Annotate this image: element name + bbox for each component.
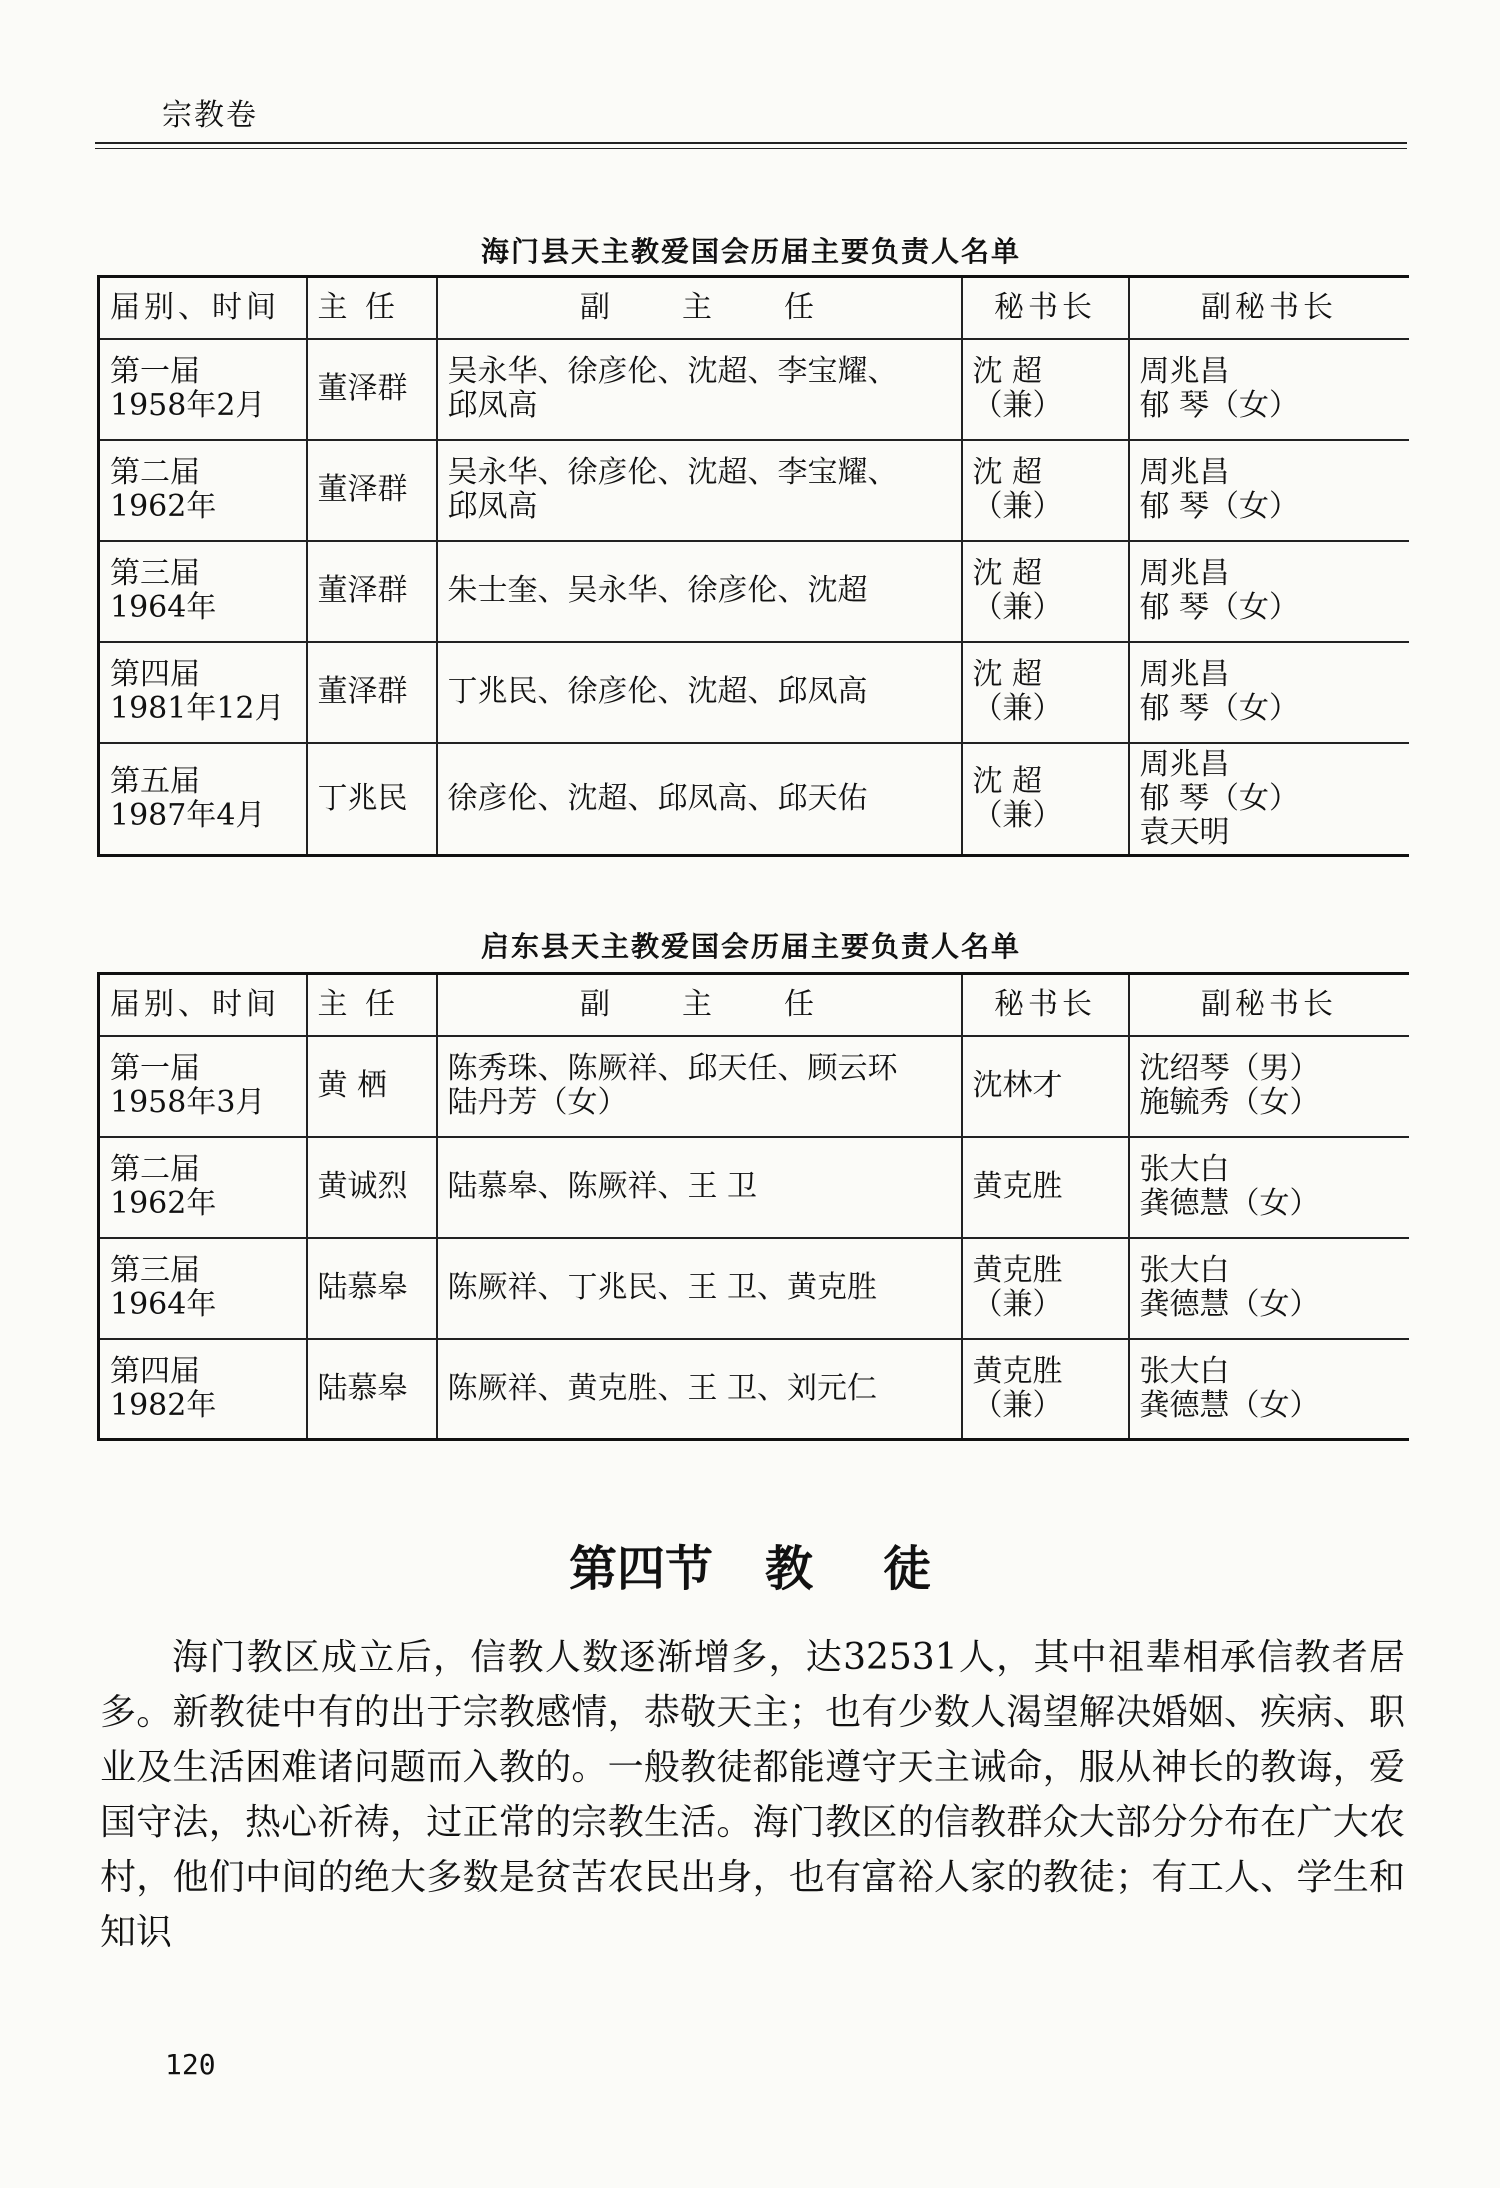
director-cell — [307, 1036, 437, 1137]
director-name: 黄 栖 — [317, 1068, 388, 1103]
deputy-names: 朱士奎、吴永华、徐彦伦、沈超 — [447, 573, 868, 608]
table-row — [99, 1238, 1409, 1339]
table-row — [99, 339, 1409, 440]
deputy-secretary-name: 龚德慧（女） — [1139, 1186, 1320, 1221]
term-cell — [99, 1036, 307, 1137]
section-title-char: 徒 — [883, 1541, 932, 1597]
secretary-name: 沈 超 — [972, 657, 1043, 692]
deputy-secretary-cell — [1129, 339, 1409, 440]
deputy-names: 吴永华、徐彦伦、沈超、李宝耀、 — [447, 455, 898, 490]
secretary-name: 沈 超 — [972, 354, 1043, 389]
deputy-names: 徐彦伦、沈超、邱凤高、邱天佑 — [447, 780, 868, 816]
deputy-secretary-name: 施毓秀（女） — [1139, 1085, 1320, 1120]
secretary-name: 黄克胜 — [972, 1353, 1063, 1389]
deputy-secretary-name: 周兆昌 — [1139, 354, 1230, 389]
term-text: 第四届 — [110, 1353, 200, 1389]
term-text: 1981年12月 — [110, 691, 285, 726]
secretary-name: 沈林才 — [972, 1068, 1063, 1103]
table-row — [99, 743, 1409, 856]
deputy-secretary-cell — [1129, 541, 1409, 642]
deputy-secretary-name: 周兆昌 — [1139, 556, 1230, 591]
term-text: 第三届 — [110, 1253, 200, 1288]
term-cell — [99, 440, 307, 541]
table-row — [99, 1137, 1409, 1238]
deputy-secretary-name: 龚德慧（女） — [1139, 1387, 1320, 1423]
term-text: 第五届 — [110, 763, 200, 799]
director-name: 董泽群 — [317, 573, 408, 608]
deputy-secretary-name: 周兆昌 — [1139, 746, 1230, 782]
director-cell — [307, 1137, 437, 1238]
running-head: 宗教卷 — [162, 98, 258, 133]
deputy-secretary-name: 张大白 — [1139, 1353, 1230, 1389]
secretary-name: 沈 超 — [972, 455, 1043, 490]
table-row — [99, 541, 1409, 642]
term-cell — [99, 541, 307, 642]
director-name: 丁兆民 — [317, 780, 408, 816]
term-text: 第一届 — [110, 1051, 200, 1086]
term-cell — [99, 1137, 307, 1238]
column-header: 主 任 — [307, 277, 437, 339]
secretary-cell — [962, 541, 1129, 642]
column-header: 副 主 任 — [437, 277, 962, 339]
secretary-name: 沈 超 — [972, 556, 1043, 591]
term-text: 第四届 — [110, 657, 200, 692]
director-name: 黄诚烈 — [317, 1169, 408, 1204]
director-cell — [307, 743, 437, 856]
term-cell — [99, 1339, 307, 1440]
deputy-secretary-cell — [1129, 743, 1409, 856]
term-text: 第三届 — [110, 556, 200, 591]
term-cell — [99, 339, 307, 440]
deputy-names: 陆慕皋、陈厥祥、王 卫 — [447, 1169, 758, 1204]
column-header: 副秘书长 — [1129, 277, 1409, 339]
column-header: 副秘书长 — [1129, 974, 1409, 1036]
table-row — [99, 1339, 1409, 1440]
term-text: 第二届 — [110, 1152, 200, 1187]
table-body — [99, 277, 1409, 856]
qidong-leaders-table — [97, 972, 1409, 1441]
deputy-director-cell — [437, 1238, 962, 1339]
director-cell — [307, 440, 437, 541]
deputy-director-cell — [437, 1137, 962, 1238]
term-cell — [99, 1238, 307, 1339]
section-heading — [0, 1530, 1500, 1599]
secretary-cell — [962, 1238, 1129, 1339]
secretary-name: （兼） — [972, 691, 1063, 726]
deputy-director-cell — [437, 339, 962, 440]
director-name: 陆慕皋 — [317, 1270, 408, 1305]
deputy-director-cell — [437, 440, 962, 541]
secretary-name: 沈 超 — [972, 763, 1043, 799]
director-cell — [307, 1339, 437, 1440]
section-number: 第四节 — [568, 1541, 713, 1597]
header-rule — [95, 142, 1407, 144]
term-text: 1958年2月 — [110, 388, 266, 423]
deputy-secretary-cell — [1129, 1036, 1409, 1137]
deputy-director-cell — [437, 743, 962, 856]
page-number: 120 — [165, 2048, 216, 2081]
haimen-leaders-table — [97, 275, 1409, 857]
deputy-secretary-name: 沈绍琴（男） — [1139, 1051, 1320, 1086]
table-title-qidong: 启东县天主教爱国会历届主要负责人名单 — [480, 930, 1021, 963]
term-text: 第一届 — [110, 354, 200, 389]
deputy-names: 吴永华、徐彦伦、沈超、李宝耀、 — [447, 354, 898, 389]
column-header: 届别、时间 — [99, 277, 307, 339]
term-text: 1958年3月 — [110, 1085, 266, 1120]
deputy-names: 丁兆民、徐彦伦、沈超、邱凤高 — [447, 674, 868, 709]
deputy-secretary-cell — [1129, 642, 1409, 743]
deputy-secretary-cell — [1129, 1238, 1409, 1339]
deputy-director-cell — [437, 1339, 962, 1440]
secretary-name: （兼） — [972, 1287, 1063, 1322]
deputy-names: 邱凤高 — [447, 489, 538, 524]
term-text: 1962年 — [110, 489, 217, 524]
term-text: 1964年 — [110, 590, 217, 625]
director-name: 董泽群 — [317, 472, 408, 507]
body-text — [100, 1630, 1405, 1960]
deputy-secretary-cell — [1129, 1339, 1409, 1440]
secretary-cell — [962, 1036, 1129, 1137]
deputy-secretary-name: 郁 琴（女） — [1139, 780, 1300, 816]
deputy-secretary-name: 张大白 — [1139, 1152, 1230, 1187]
paragraph: 海门教区成立后，信教人数逐渐增多，达32531人，其中祖辈相承信教者居多。新教徒中有的出于宗教感情，恭敬天主；也有少数人渴望解决婚姻、疾病、职业及生活困难诸问题而入教的。一般教徒都能遵守天主诫命，服从神长的教诲，爱国守法，热心祈祷，过正常的宗教生活。海门教区的信教群众大部分分布在广大农村，他们中间的绝大多数是贫苦农民出身，也有富裕人家的教徒；有工人、学生和知识 — [100, 1637, 1405, 1953]
secretary-name: （兼） — [972, 388, 1063, 423]
director-cell — [307, 339, 437, 440]
deputy-director-cell — [437, 1036, 962, 1137]
director-cell — [307, 1238, 437, 1339]
column-header: 届别、时间 — [99, 974, 307, 1036]
deputy-director-cell — [437, 541, 962, 642]
secretary-cell — [962, 743, 1129, 856]
term-text: 1964年 — [110, 1287, 217, 1322]
column-header: 副 主 任 — [437, 974, 962, 1036]
deputy-secretary-name: 龚德慧（女） — [1139, 1287, 1320, 1322]
secretary-cell — [962, 440, 1129, 541]
deputy-names: 邱凤高 — [447, 388, 538, 423]
secretary-cell — [962, 1137, 1129, 1238]
table-title-haimen: 海门县天主教爱国会历届主要负责人名单 — [480, 235, 1021, 268]
director-name: 董泽群 — [317, 674, 408, 709]
section-title-char: 教 — [764, 1541, 813, 1597]
deputy-names: 陆丹芳（女） — [447, 1085, 628, 1120]
deputy-secretary-cell — [1129, 440, 1409, 541]
term-text: 第二届 — [110, 455, 200, 490]
table-header-row — [99, 277, 1409, 339]
deputy-names: 陈厥祥、丁兆民、王 卫、黄克胜 — [447, 1270, 878, 1305]
header-rule-thin — [95, 148, 1407, 149]
director-name: 陆慕皋 — [317, 1370, 408, 1406]
secretary-name: 黄克胜 — [972, 1253, 1063, 1288]
column-header: 主 任 — [307, 974, 437, 1036]
secretary-cell — [962, 1339, 1129, 1440]
director-cell — [307, 642, 437, 743]
term-cell — [99, 743, 307, 856]
deputy-secretary-name: 周兆昌 — [1139, 455, 1230, 490]
secretary-cell — [962, 339, 1129, 440]
deputy-names: 陈秀珠、陈厥祥、邱天任、顾云环 — [447, 1051, 898, 1086]
secretary-cell — [962, 642, 1129, 743]
secretary-name: （兼） — [972, 489, 1063, 524]
secretary-name: （兼） — [972, 590, 1063, 625]
deputy-names: 陈厥祥、黄克胜、王 卫、刘元仁 — [447, 1370, 878, 1406]
deputy-secretary-name: 郁 琴（女） — [1139, 489, 1300, 524]
table-row — [99, 440, 1409, 541]
deputy-director-cell — [437, 642, 962, 743]
table-row — [99, 642, 1409, 743]
secretary-name: （兼） — [972, 1387, 1063, 1423]
deputy-secretary-cell — [1129, 1137, 1409, 1238]
secretary-name: 黄克胜 — [972, 1169, 1063, 1204]
director-name: 董泽群 — [317, 371, 408, 406]
term-text: 1962年 — [110, 1186, 217, 1221]
secretary-name: （兼） — [972, 797, 1063, 833]
deputy-secretary-name: 袁天明 — [1139, 814, 1230, 850]
term-cell — [99, 642, 307, 743]
deputy-secretary-name: 郁 琴（女） — [1139, 691, 1300, 726]
deputy-secretary-name: 郁 琴（女） — [1139, 590, 1300, 625]
term-text: 1987年4月 — [110, 797, 266, 833]
column-header: 秘书长 — [962, 974, 1129, 1036]
deputy-secretary-name: 张大白 — [1139, 1253, 1230, 1288]
term-text: 1982年 — [110, 1387, 217, 1423]
director-cell — [307, 541, 437, 642]
table-row — [99, 1036, 1409, 1137]
table-body — [99, 974, 1409, 1440]
table-header-row — [99, 974, 1409, 1036]
deputy-secretary-name: 周兆昌 — [1139, 657, 1230, 692]
column-header: 秘书长 — [962, 277, 1129, 339]
deputy-secretary-name: 郁 琴（女） — [1139, 388, 1300, 423]
